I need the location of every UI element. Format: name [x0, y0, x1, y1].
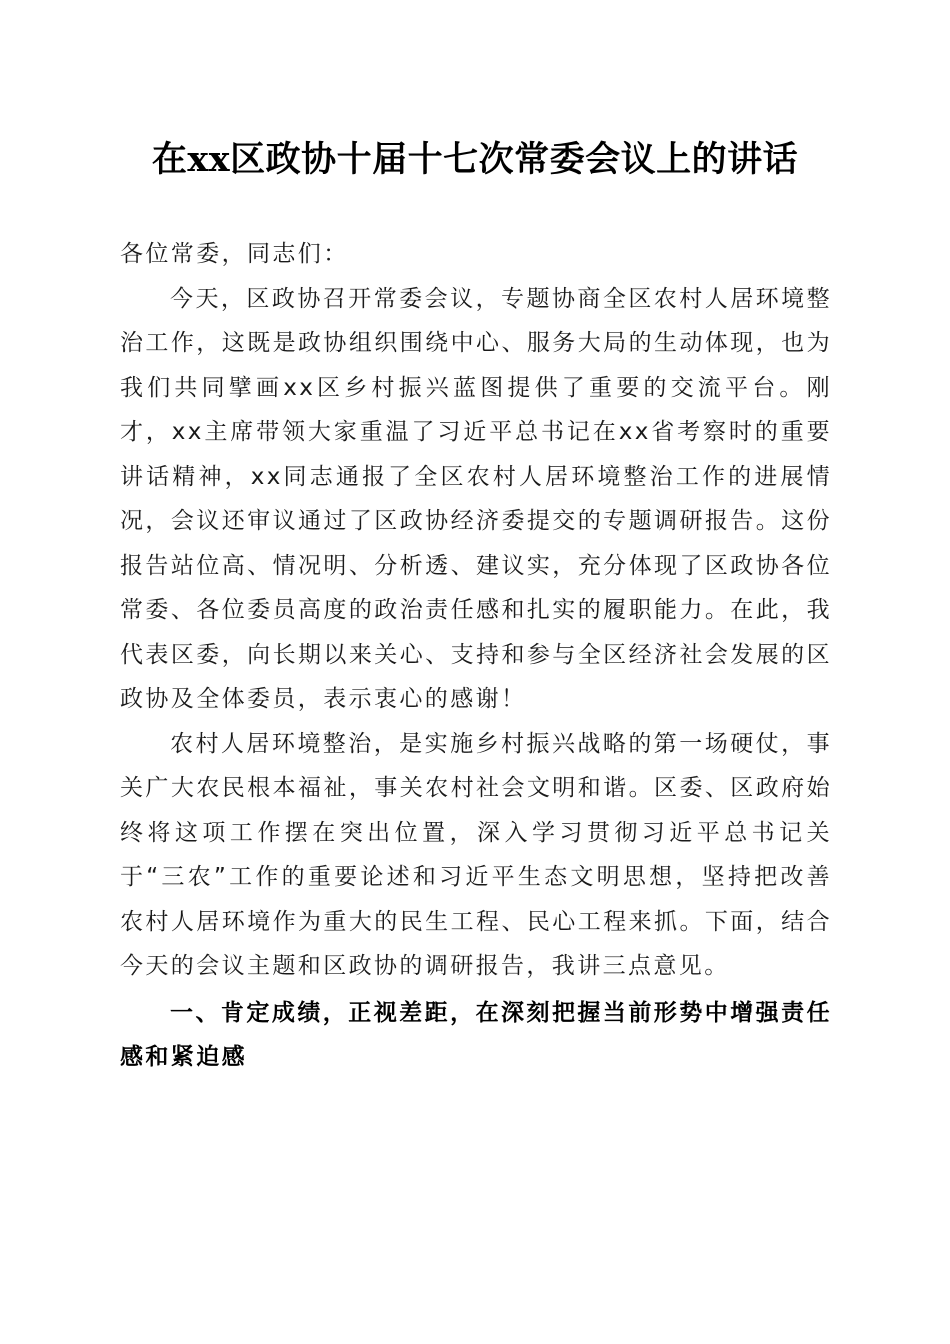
paragraph-context: 农村人居环境整治，是实施乡村振兴战略的第一场硬仗，事关广大农民根本福祉，事关农村社会文明和谐。区委、区政府始终将这项工作摆在突出位置，深入学习贯彻习近平总书记关于“三农”工作的重要论述和习近平生态文明思想，坚持把改善农村人居环境作为重大的民生工程、民心工程来抓。下面，结合今天的会议主题和区政协的调研报告，我讲三点意见。	[120, 730, 832, 979]
speech-body	[120, 232, 832, 1080]
salutation: 各位常委，同志们：	[120, 241, 349, 267]
speech-title: 在xx区政协十届十七次常委会议上的讲话	[151, 139, 799, 180]
paragraph-opening: 今天，区政协召开常委会议，专题协商全区农村人居环境整治工作，这既是政协组织围绕中心、服务大局的生动体现，也为我们共同擘画xx区乡村振兴蓝图提供了重要的交流平台。刚才，xx主席带领大家重温了习近平总书记在xx省考察时的重要讲话精神，xx同志通报了全区农村人居环境整治工作的进展情况，会议还审议通过了区政协经济委提交的专题调研报告。这份报告站位高、情况明、分析透、建议实，充分体现了区政协各位常委、各位委员高度的政治责任感和扎实的履职能力。在此，我代表区委，向长期以来关心、支持和参与全区经济社会发展的区政协及全体委员，表示衷心的感谢！	[120, 285, 832, 712]
section-heading-1: 一、肯定成绩，正视差距，在深刻把握当前形势中增强责任感和紧迫感	[120, 999, 832, 1070]
